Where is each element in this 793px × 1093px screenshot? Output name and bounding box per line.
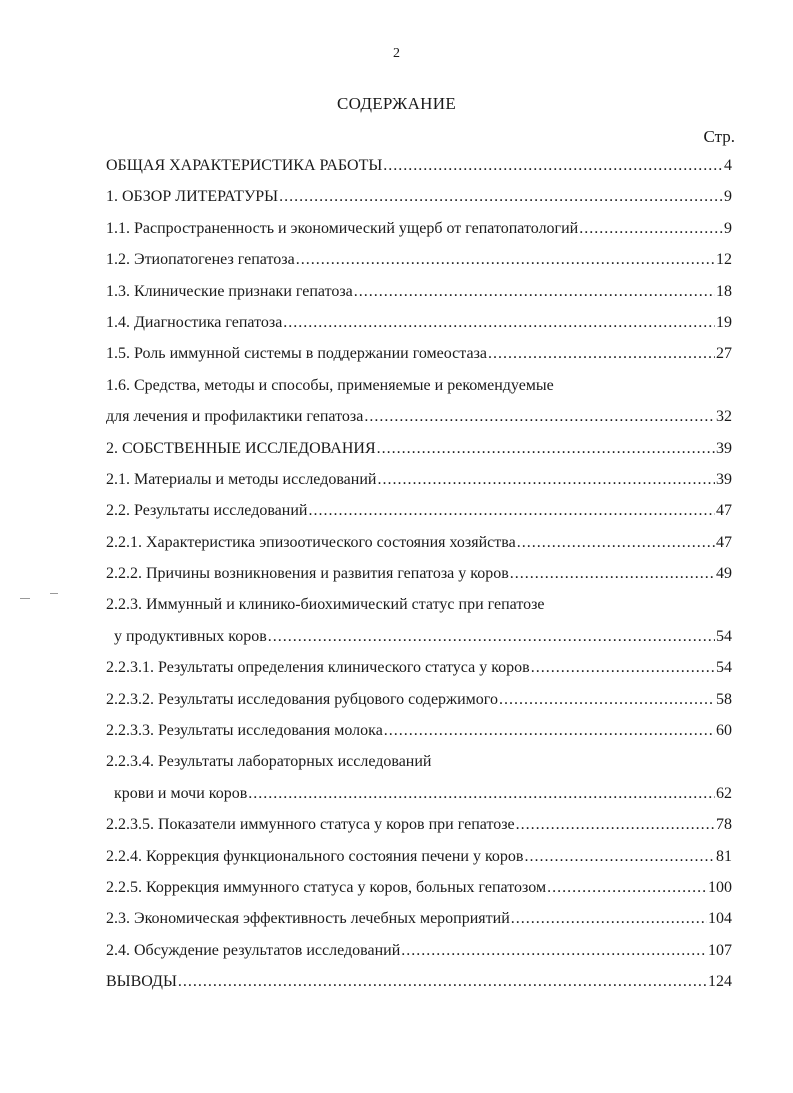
toc-entry — [106, 213, 732, 244]
toc-leader-dots — [283, 307, 715, 338]
toc-entry-page: 78 — [716, 816, 732, 834]
toc-entry-title: 2. СОБСТВЕННЫЕ ИССЛЕДОВАНИЯ — [106, 439, 376, 457]
toc-entry — [106, 433, 732, 464]
toc-entry-title: 1.4. Диагностика гепатоза — [106, 313, 283, 331]
toc-entry — [106, 527, 732, 558]
toc-entry-page: 54 — [716, 659, 732, 677]
toc-entry — [106, 841, 732, 872]
toc-leader-dots — [547, 872, 707, 903]
toc-entry — [106, 558, 732, 589]
toc-entry-title: 2.4. Обсуждение результатов исследований — [106, 941, 401, 959]
toc-entry-page: 18 — [716, 282, 732, 300]
toc-entry — [106, 495, 732, 526]
toc-entry-title: 2.2.3.5. Показатели иммунного статуса у коров при гепатозе — [106, 816, 515, 834]
toc-entry-page: 58 — [716, 690, 732, 708]
toc-entry — [106, 401, 732, 432]
page-title: СОДЕРЖАНИЕ — [336, 94, 457, 113]
toc-entry-title: 2.2.3. Иммунный и клинико-биохимический статус при гепатозе — [106, 596, 545, 614]
toc-entry-page: 54 — [716, 627, 732, 645]
toc-entry — [106, 150, 732, 181]
toc-leader-dots — [531, 652, 715, 683]
toc-entry — [106, 621, 732, 652]
toc-entry-page: 60 — [716, 722, 732, 740]
toc-entry-page: 9 — [724, 219, 732, 237]
toc-leader-dots — [517, 527, 715, 558]
toc-entry — [106, 966, 732, 997]
toc-entry — [106, 715, 732, 746]
toc-entry-page: 47 — [716, 533, 732, 551]
toc-entry-page: 39 — [716, 470, 732, 488]
toc-leader-dots — [279, 181, 723, 212]
toc-leader-dots — [268, 621, 715, 652]
toc-entry-title: 2.2. Результаты исследований — [106, 502, 308, 520]
toc-entry-page: 100 — [708, 878, 732, 896]
toc-leader-dots — [499, 684, 715, 715]
toc-leader-dots — [354, 276, 715, 307]
toc-entry-page: 19 — [716, 313, 732, 331]
toc-entry — [106, 684, 732, 715]
toc-leader-dots — [401, 935, 707, 966]
page-number: 2 — [393, 46, 400, 61]
toc-leader-dots — [511, 903, 707, 934]
toc-entry — [106, 935, 732, 966]
toc-entry — [106, 244, 732, 275]
toc-entry — [106, 307, 732, 338]
toc-entry-title: 2.2.3.4. Результаты лабораторных исследований — [106, 753, 432, 771]
toc-leader-dots — [178, 966, 707, 997]
toc-entry-title: у продуктивных коров — [114, 627, 267, 645]
toc-entry-title: 1.3. Клинические признаки гепатоза — [106, 282, 353, 300]
toc-entry-title: 1.1. Распространенность и экономический ущерб от гепатопатологий — [106, 219, 579, 237]
toc-leader-dots — [377, 464, 715, 495]
toc-entry-title: 1. ОБЗОР ЛИТЕРАТУРЫ — [106, 188, 279, 206]
toc-entry-title: 2.2.1. Характеристика эпизоотического состояния хозяйства — [106, 533, 516, 551]
toc-leader-dots — [579, 213, 723, 244]
toc-entry — [106, 464, 732, 495]
toc-entry — [106, 181, 732, 212]
toc-leader-dots — [488, 338, 715, 369]
toc-entry-title: ВЫВОДЫ — [106, 973, 177, 991]
page-column-label: Стр. — [703, 127, 735, 146]
toc-entry — [106, 652, 732, 683]
toc-entry-page: 49 — [716, 565, 732, 583]
toc-entry-page: 4 — [724, 157, 732, 174]
toc-entry-title: 2.2.4. Коррекция функционального состояния печени у коров — [106, 847, 524, 865]
toc-entry-page: 107 — [708, 941, 732, 959]
toc-entry-title: для лечения и профилактики гепатоза — [106, 408, 364, 426]
toc-leader-dots — [377, 433, 715, 464]
toc-entry-page: 39 — [716, 439, 732, 457]
toc-entry — [106, 872, 732, 903]
toc-leader-dots — [248, 778, 715, 809]
table-of-contents — [106, 150, 732, 998]
toc-entry-title: 2.1. Материалы и методы исследований — [106, 470, 377, 488]
toc-leader-dots — [384, 715, 715, 746]
toc-entry-page: 124 — [708, 973, 732, 991]
toc-entry — [106, 778, 732, 809]
toc-leader-dots — [383, 150, 723, 181]
toc-entry-title: ОБЩАЯ ХАРАКТЕРИСТИКА РАБОТЫ — [106, 157, 383, 174]
toc-entry-page: 47 — [716, 502, 732, 520]
toc-entry — [106, 809, 732, 840]
toc-entry — [106, 370, 732, 401]
toc-entry-title: крови и мочи коров — [114, 784, 248, 802]
toc-leader-dots — [364, 401, 715, 432]
toc-entry-page: 32 — [716, 408, 732, 426]
toc-entry — [106, 338, 732, 369]
scan-mark — [50, 593, 58, 594]
toc-entry-page: 12 — [716, 251, 732, 269]
toc-entry-title: 2.3. Экономическая эффективность лечебных мероприятий — [106, 910, 510, 928]
toc-entry-page: 62 — [716, 784, 732, 802]
toc-entry-title: 1.2. Этиопатогенез гепатоза — [106, 251, 295, 269]
toc-entry-title: 2.2.3.1. Результаты определения клинического статуса у коров — [106, 659, 530, 677]
toc-entry-title: 2.2.5. Коррекция иммунного статуса у коров, больных гепатозом — [106, 878, 547, 896]
toc-entry — [106, 903, 732, 934]
scan-mark — [20, 598, 30, 599]
toc-entry-title: 1.5. Роль иммунной системы в поддержании гомеостаза — [106, 345, 487, 363]
toc-entry — [106, 746, 732, 777]
toc-entry-title: 2.2.2. Причины возникновения и развития гепатоза у коров — [106, 565, 509, 583]
toc-entry-title: 2.2.3.2. Результаты исследования рубцового содержимого — [106, 690, 498, 708]
toc-leader-dots — [510, 558, 715, 589]
toc-leader-dots — [296, 244, 715, 275]
toc-entry-page: 27 — [716, 345, 732, 363]
toc-leader-dots — [516, 809, 715, 840]
toc-entry — [106, 276, 732, 307]
toc-entry-page: 81 — [716, 847, 732, 865]
toc-entry-title: 2.2.3.3. Результаты исследования молока — [106, 722, 383, 740]
toc-entry-title: 1.6. Средства, методы и способы, применяемые и рекомендуемые — [106, 376, 554, 394]
toc-entry — [106, 589, 732, 620]
toc-leader-dots — [524, 841, 715, 872]
toc-leader-dots — [308, 495, 715, 526]
toc-entry-page: 9 — [724, 188, 732, 206]
toc-entry-page: 104 — [708, 910, 732, 928]
